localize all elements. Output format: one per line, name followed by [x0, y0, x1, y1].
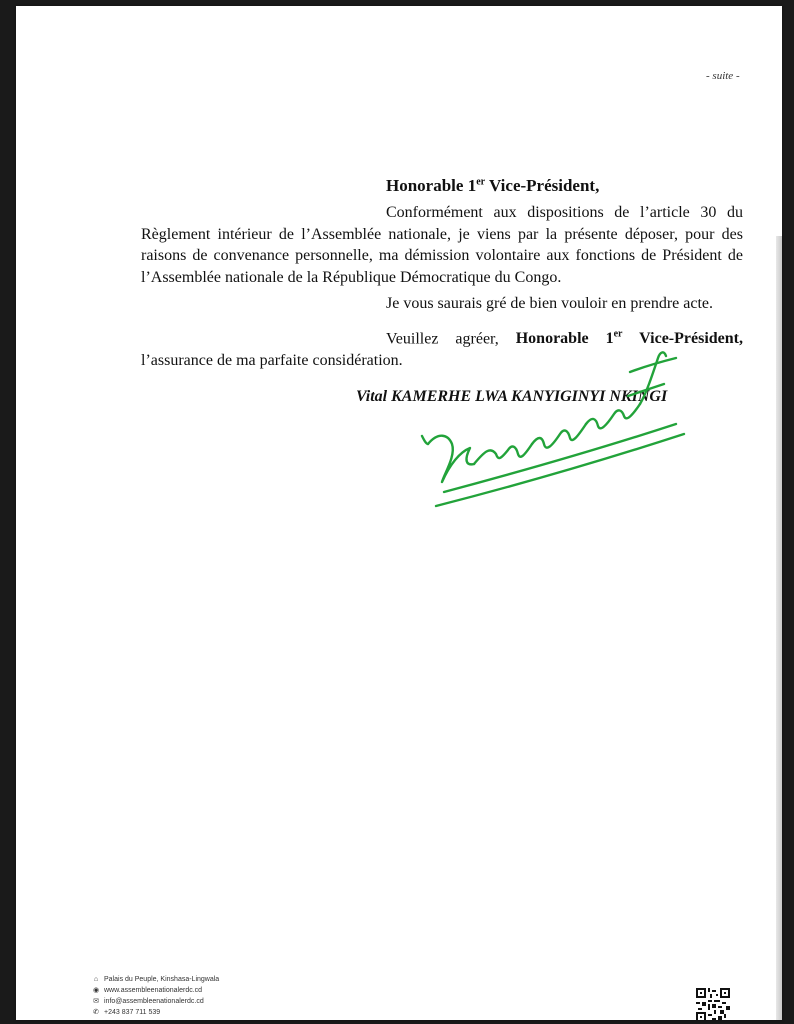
footer-email	[92, 996, 219, 1007]
resignation-paragraph: Conformément aux dispositions de l’article 30 du Règlement intérieur de l’Assemblée nationale, je viens par la présente déposer, pour des raisons de convenance personnelle, ma démission volontaire aux fonctions de Président de l’Assemblée nationale de la République Démocratique du Congo.	[141, 204, 743, 286]
closing-addressee-main: Honorable 1	[515, 330, 614, 348]
salutation-main: Honorable 1	[386, 176, 477, 195]
phone-icon: ✆	[93, 1009, 99, 1016]
closing-end: l’assurance de ma parfaite considération.	[141, 351, 403, 369]
salutation-rest: Vice-Président,	[485, 176, 600, 195]
footer-website-text: www.assembleenationalerdc.cd	[104, 987, 203, 994]
letter-page	[16, 6, 782, 1020]
footer-email-text: info@assembleenationalerdc.cd	[104, 998, 204, 1005]
web-icon: ◉	[92, 987, 100, 994]
mail-icon: ✉	[93, 998, 99, 1005]
salutation	[386, 176, 599, 196]
closing-start: Veuillez agréer,	[386, 330, 516, 348]
salutation-sup: er	[476, 176, 486, 188]
closing-addressee-sup: er	[613, 329, 623, 340]
signatory-name: Vital KAMERHE LWA KANYIGINYI NKINGI	[356, 388, 668, 405]
acknowledgement-paragraph: Je vous saurais gré de bien vouloir en prendre acte.	[386, 295, 713, 312]
page-edge	[776, 236, 782, 1020]
continuation-mark: - suite -	[706, 70, 740, 82]
footer-phone-text: +243 837 711 539	[104, 1009, 161, 1016]
home-icon: ⌂	[93, 976, 99, 983]
footer-contacts	[92, 974, 219, 1018]
qr-code-icon	[696, 988, 730, 1020]
closing-addressee-rest: Vice-Président,	[622, 330, 743, 348]
footer-phone	[92, 1007, 219, 1018]
handwritten-signature-icon	[414, 336, 704, 526]
footer-website	[92, 985, 219, 996]
footer-address-text: Palais du Peuple, Kinshasa-Lingwala	[104, 976, 220, 983]
footer-address	[92, 974, 219, 985]
